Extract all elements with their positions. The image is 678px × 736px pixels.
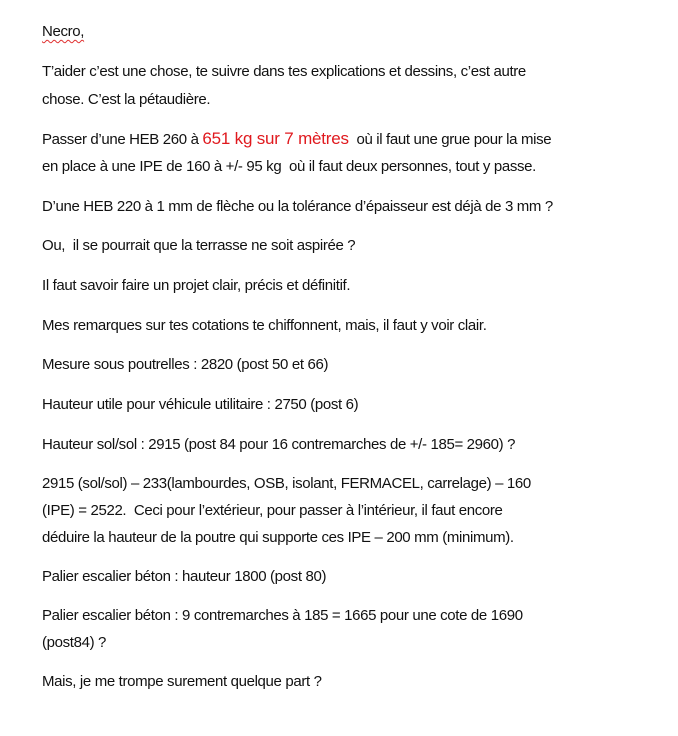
paragraph-line: Ou, il se pourrait que la terrasse ne soit aspirée ? [42,237,356,254]
paragraph-line: Hauteur sol/sol : 2915 (post 84 pour 16 contremarches de +/- 185= 2960) ? [42,436,516,453]
paragraph-line: Mais, je me trompe surement quelque part ? [42,673,322,690]
paragraph-line: Palier escalier béton : 9 contremarches à 185 = 1665 pour une cote de 1690 [42,607,523,624]
greeting-text: Necro, [42,23,85,40]
paragraph-line: 2915 (sol/sol) – 233(lambourdes, OSB, isolant, FERMACEL, carrelage) – 160 [42,475,531,492]
text-segment: Passer d’une HEB 260 à [42,131,203,148]
highlighted-weight: 651 kg sur 7 mètres [202,129,349,148]
paragraph-line: (post84) ? [42,634,107,651]
paragraph-line: D’une HEB 220 à 1 mm de flèche ou la tolérance d’épaisseur est déjà de 3 mm ? [42,198,553,215]
paragraph-line: Il faut savoir faire un projet clair, précis et définitif. [42,277,351,294]
paragraph-line: (IPE) = 2522. Ceci pour l’extérieur, pour passer à l’intérieur, il faut encore [42,502,503,519]
paragraph-line: déduire la hauteur de la poutre qui supporte ces IPE – 200 mm (minimum). [42,529,514,546]
paragraph-line [42,129,551,150]
paragraph-line: Palier escalier béton : hauteur 1800 (post 80) [42,568,327,585]
text-segment: où il faut une grue pour la mise [348,131,552,148]
paragraph-line: chose. C’est la pétaudière. [42,91,211,108]
paragraph-line: Mes remarques sur tes cotations te chiffonnent, mais, il faut y voir clair. [42,317,487,334]
paragraph-line: T’aider c’est une chose, te suivre dans tes explications et dessins, c’est autre [42,63,526,80]
paragraph-line: Mesure sous poutrelles : 2820 (post 50 et 66) [42,356,329,373]
paragraph-line: en place à une IPE de 160 à +/- 95 kg où il faut deux personnes, tout y passe. [42,158,536,175]
greeting [42,22,84,42]
paragraph-line: Hauteur utile pour véhicule utilitaire : 2750 (post 6) [42,396,359,413]
